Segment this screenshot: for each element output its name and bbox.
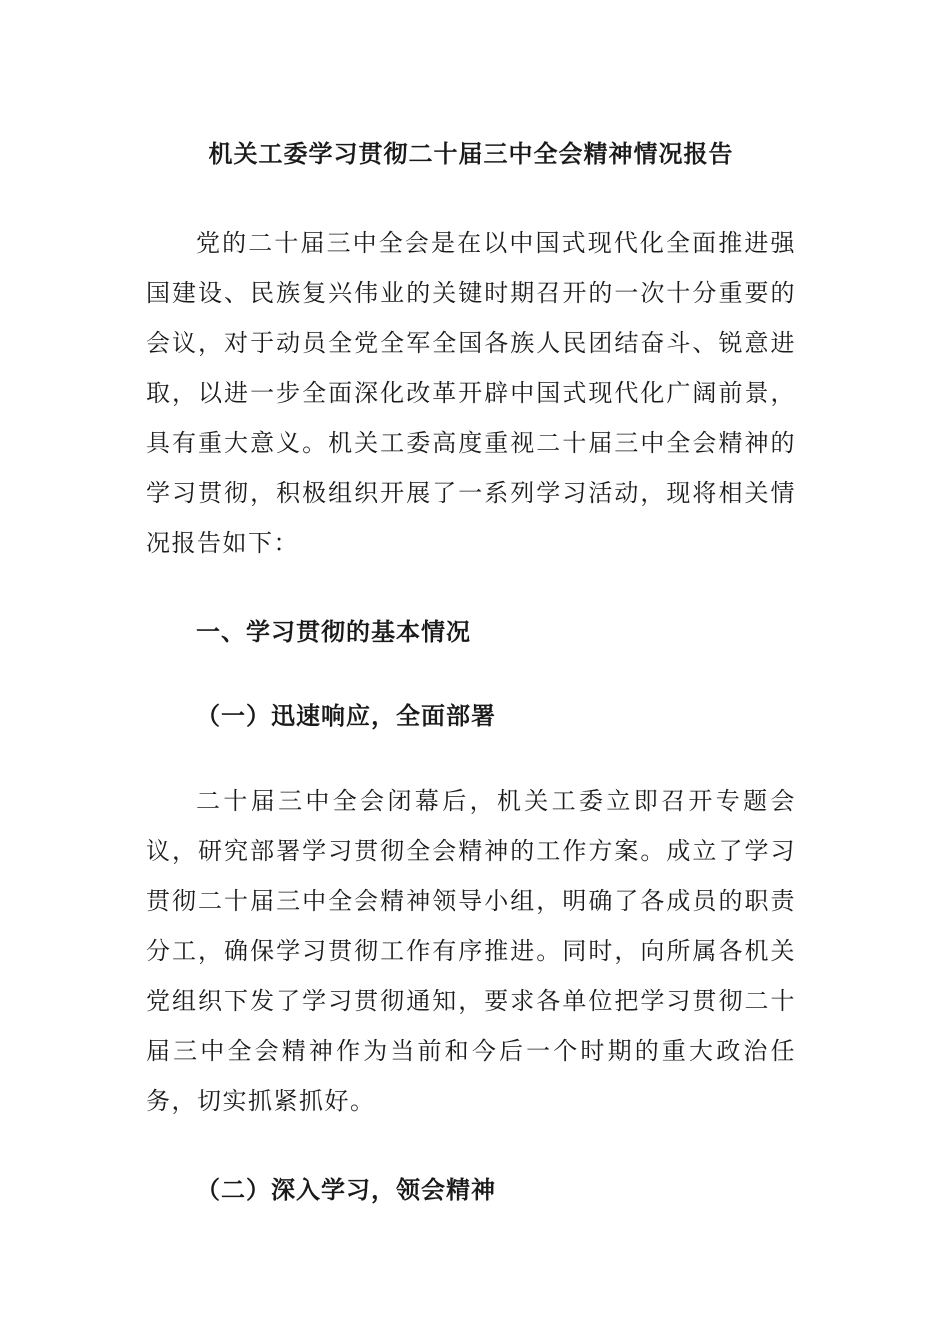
intro-paragraph: 党的二十届三中全会是在以中国式现代化全面推进强国建设、民族复兴伟业的关键时期召开的一次十分重要的会议，对于动员全党全军全国各族人民团结奋斗、锐意进取，以进一步全面深化改革开辟中国式现代化广阔前景，具有重大意义。机关工委高度重视二十届三中全会精神的学习贯彻，积极组织开展了一系列学习活动，现将相关情况报告如下： xyxy=(146,229,796,557)
subsection-heading-1: （一）迅速响应，全面部署 xyxy=(196,701,496,730)
subsection-heading-2: （二）深入学习，领会精神 xyxy=(196,1175,496,1204)
section-heading-1: 一、学习贯彻的基本情况 xyxy=(196,617,471,646)
subsection-1-paragraph: 二十届三中全会闭幕后，机关工委立即召开专题会议，研究部署学习贯彻全会精神的工作方案。成立了学习贯彻二十届三中全会精神领导小组，明确了各成员的职责分工，确保学习贯彻工作有序推进。同时，向所属各机关党组织下发了学习贯彻通知，要求各单位把学习贯彻二十届三中全会精神作为当前和今后一个时期的重大政治任务，切实抓紧抓好。 xyxy=(146,787,796,1115)
document-body xyxy=(146,130,796,1214)
document-title: 机关工委学习贯彻二十届三中全会精神情况报告 xyxy=(208,139,734,168)
